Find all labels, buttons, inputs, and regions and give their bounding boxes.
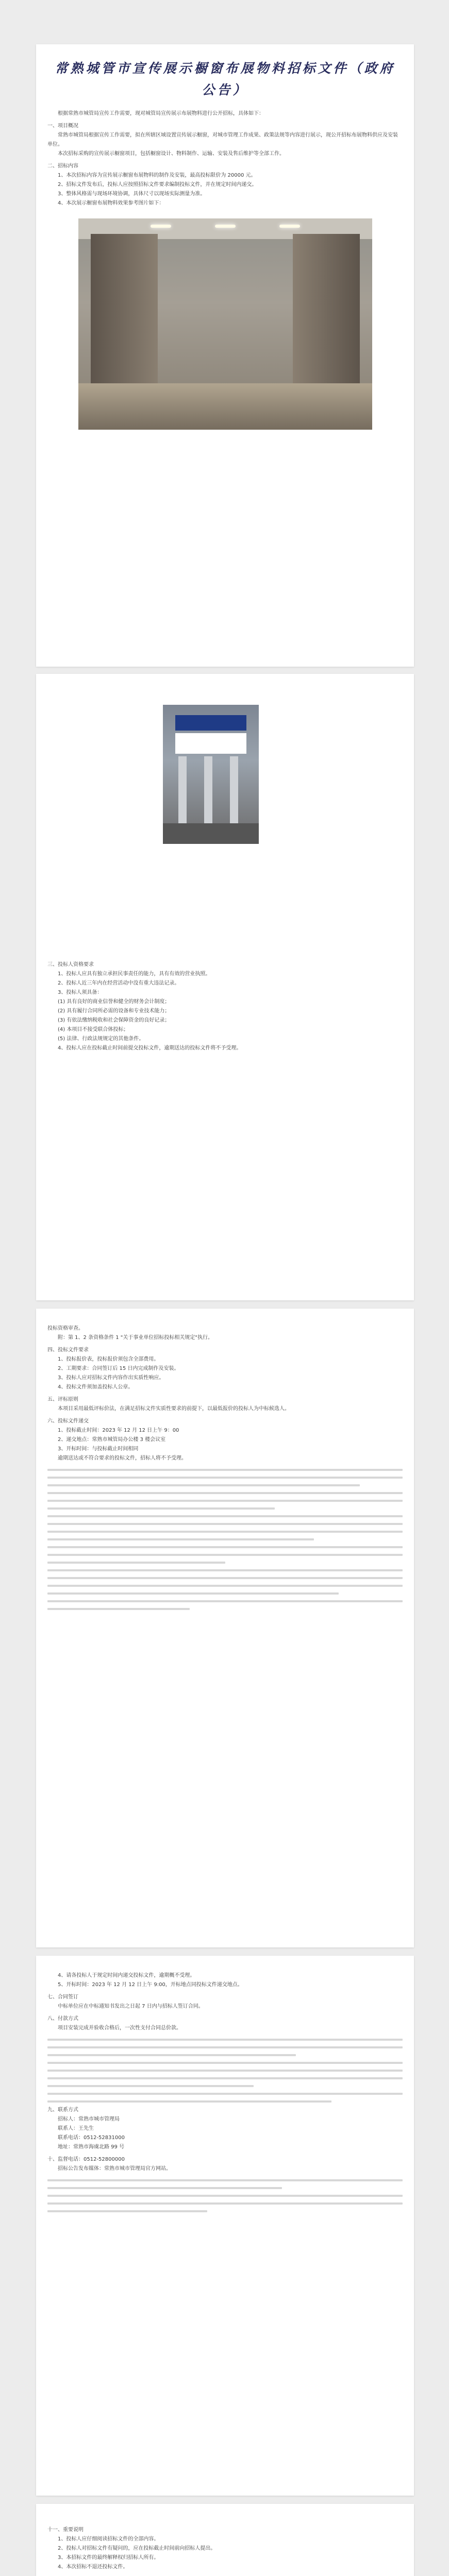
- paragraph: 本次招标采购的宣传展示橱窗项目，包括橱窗设计、物料制作、运输、安装及售后维护等全部工作。: [58, 151, 285, 157]
- section-heading: 八、付款方式: [47, 2016, 78, 2022]
- paragraph: 中标单位应在中标通知书发出之日起 7 日内与招标人签订合同。: [58, 2004, 204, 2009]
- contact-line: 招标人：常熟市城市管理局: [58, 2116, 120, 2122]
- text-block-placeholder: [47, 1469, 403, 1610]
- section-heading: 九、联系方式: [47, 2107, 78, 2113]
- paragraph: 4、请各投标人于规定时间内递交投标文件，逾期概不受理。: [58, 1973, 195, 1978]
- paragraph: 4、本次展示橱窗布展物料效果参考图片如下：: [58, 200, 164, 206]
- document-page-5: [36, 2504, 414, 2576]
- list-item: (1) 具有良好的商业信誉和健全的财务会计制度；: [58, 999, 170, 1005]
- section-heading: 四、投标文件要求: [47, 1347, 89, 1353]
- list-item: 2、投标人对招标文件有疑问的，应在投标截止时间前向招标人提出。: [58, 2546, 216, 2551]
- contact-line: 联系电话：0512-52831000: [58, 2135, 125, 2141]
- intro-paragraph: 根据常熟市城管局宣传工作需要，现对城管局宣传展示布展物料进行公开招标，具体如下：: [58, 111, 264, 116]
- paragraph: 2、投标人近三年内在经营活动中没有重大违法记录。: [58, 980, 180, 986]
- text-block-placeholder: [47, 2039, 403, 2103]
- document-title: 常熟城管市宣传展示橱窗布展物料招标文件（政府公告）: [55, 61, 395, 97]
- paragraph: 本项目采用最低评标价法，在满足招标文件实质性要求的前提下，以最低报价的投标人为中标候选人。: [58, 1406, 290, 1412]
- section-heading: 二、招标内容: [47, 163, 78, 169]
- section-heading: 一、项目概况: [47, 123, 78, 129]
- paragraph: 常熟市城管局根据宣传工作需要，拟在所辖区域设置宣传展示橱窗，对城市管理工作成果、政策法规等内容进行展示，现公开招标布展物料供应及安装单位。: [47, 132, 398, 147]
- document-page-4: [36, 1956, 414, 2496]
- section-heading: 三、投标人资格要求: [47, 962, 94, 968]
- corridor-photo: [78, 218, 372, 430]
- list-item: 1、投标报价表，投标报价须包含全部费用。: [58, 1357, 159, 1362]
- section-heading: 五、评标原则: [47, 1397, 78, 1402]
- list-item: 2、递交地点：常熟市城管局办公楼 3 楼会议室: [58, 1437, 166, 1443]
- contact-line: 联系人：王先生: [58, 2126, 94, 2131]
- contact-line: 地址：常熟市海虞北路 99 号: [58, 2144, 125, 2150]
- document-page-3: [36, 1309, 414, 1947]
- paragraph: 附：第 1、2 条资格条件 1 "关于事业单位招标投标相关规定"执行。: [58, 1335, 213, 1341]
- paragraph: 4、投标人应在投标截止时间前提交投标文件，逾期送达的投标文件将不予受理。: [58, 1045, 242, 1051]
- paragraph: 1、本次招标内容为宣传展示橱窗布展物料的制作及安装，最高投标限价为 20000 元。: [58, 173, 256, 178]
- list-item: 1、投标截止时间：2023 年 12 月 12 日上午 9：00: [58, 1428, 179, 1433]
- paragraph: 逾期送达或不符合要求的投标文件，招标人将不予受理。: [58, 1455, 187, 1461]
- document-page-2: [36, 674, 414, 1300]
- list-item: (4) 本项目不接受联合体投标；: [58, 1027, 129, 1032]
- list-item: 1、投标人应仔细阅读招标文件的全部内容。: [58, 2536, 159, 2542]
- list-item: (3) 有依法缴纳税收和社会保障资金的良好记录；: [58, 1018, 170, 1023]
- paragraph: 项目安装完成并验收合格后，一次性支付合同总价款。: [58, 2025, 181, 2031]
- paragraph: 投标资格审查。: [47, 1326, 84, 1331]
- text-block-placeholder: [47, 2179, 403, 2212]
- list-item: (5) 法律、行政法规规定的其他条件。: [58, 1036, 144, 1042]
- list-item: 2、工期要求：合同签订后 15 日内完成制作及安装。: [58, 1366, 179, 1371]
- paragraph: 1、投标人应具有独立承担民事责任的能力，具有有效的营业执照。: [58, 971, 211, 977]
- section-heading: 十一、重要说明: [47, 2527, 84, 2533]
- document-page-1: [36, 44, 414, 667]
- paragraph: 3、整体风格需与现场环境协调，具体尺寸以现场实际测量为准。: [58, 191, 206, 197]
- section-heading: 七、合同签订: [47, 1994, 78, 2000]
- list-item: 4、本次招标不退还投标文件。: [58, 2564, 128, 2570]
- list-item: (2) 具有履行合同所必需的设备和专业技术能力；: [58, 1008, 170, 1014]
- paragraph: 招标公告发布媒体：常熟市城市管理局官方网站。: [58, 2166, 171, 2172]
- display-window-photo: [163, 705, 259, 844]
- list-item: 3、本招标文件的最终解释权归招标人所有。: [58, 2555, 159, 2561]
- paragraph: 2、招标文件发布后，投标人应按照招标文件要求编制投标文件，并在规定时间内递交。: [58, 182, 257, 188]
- paragraph: 5、开标时间：2023 年 12 月 12 日上午 9:00，开标地点同投标文件递交地点。: [58, 1982, 243, 1988]
- paragraph: 3、投标人须具备：: [58, 990, 103, 995]
- list-item: 3、开标时间：与投标截止时间相同: [58, 1446, 139, 1452]
- section-heading: 六、投标文件递交: [47, 1418, 89, 1424]
- list-item: 3、投标人应对招标文件内容作出实质性响应。: [58, 1375, 164, 1381]
- list-item: 4、投标文件须加盖投标人公章。: [58, 1384, 134, 1390]
- paragraph: 十、监督电话：0512-52800000: [47, 2157, 125, 2162]
